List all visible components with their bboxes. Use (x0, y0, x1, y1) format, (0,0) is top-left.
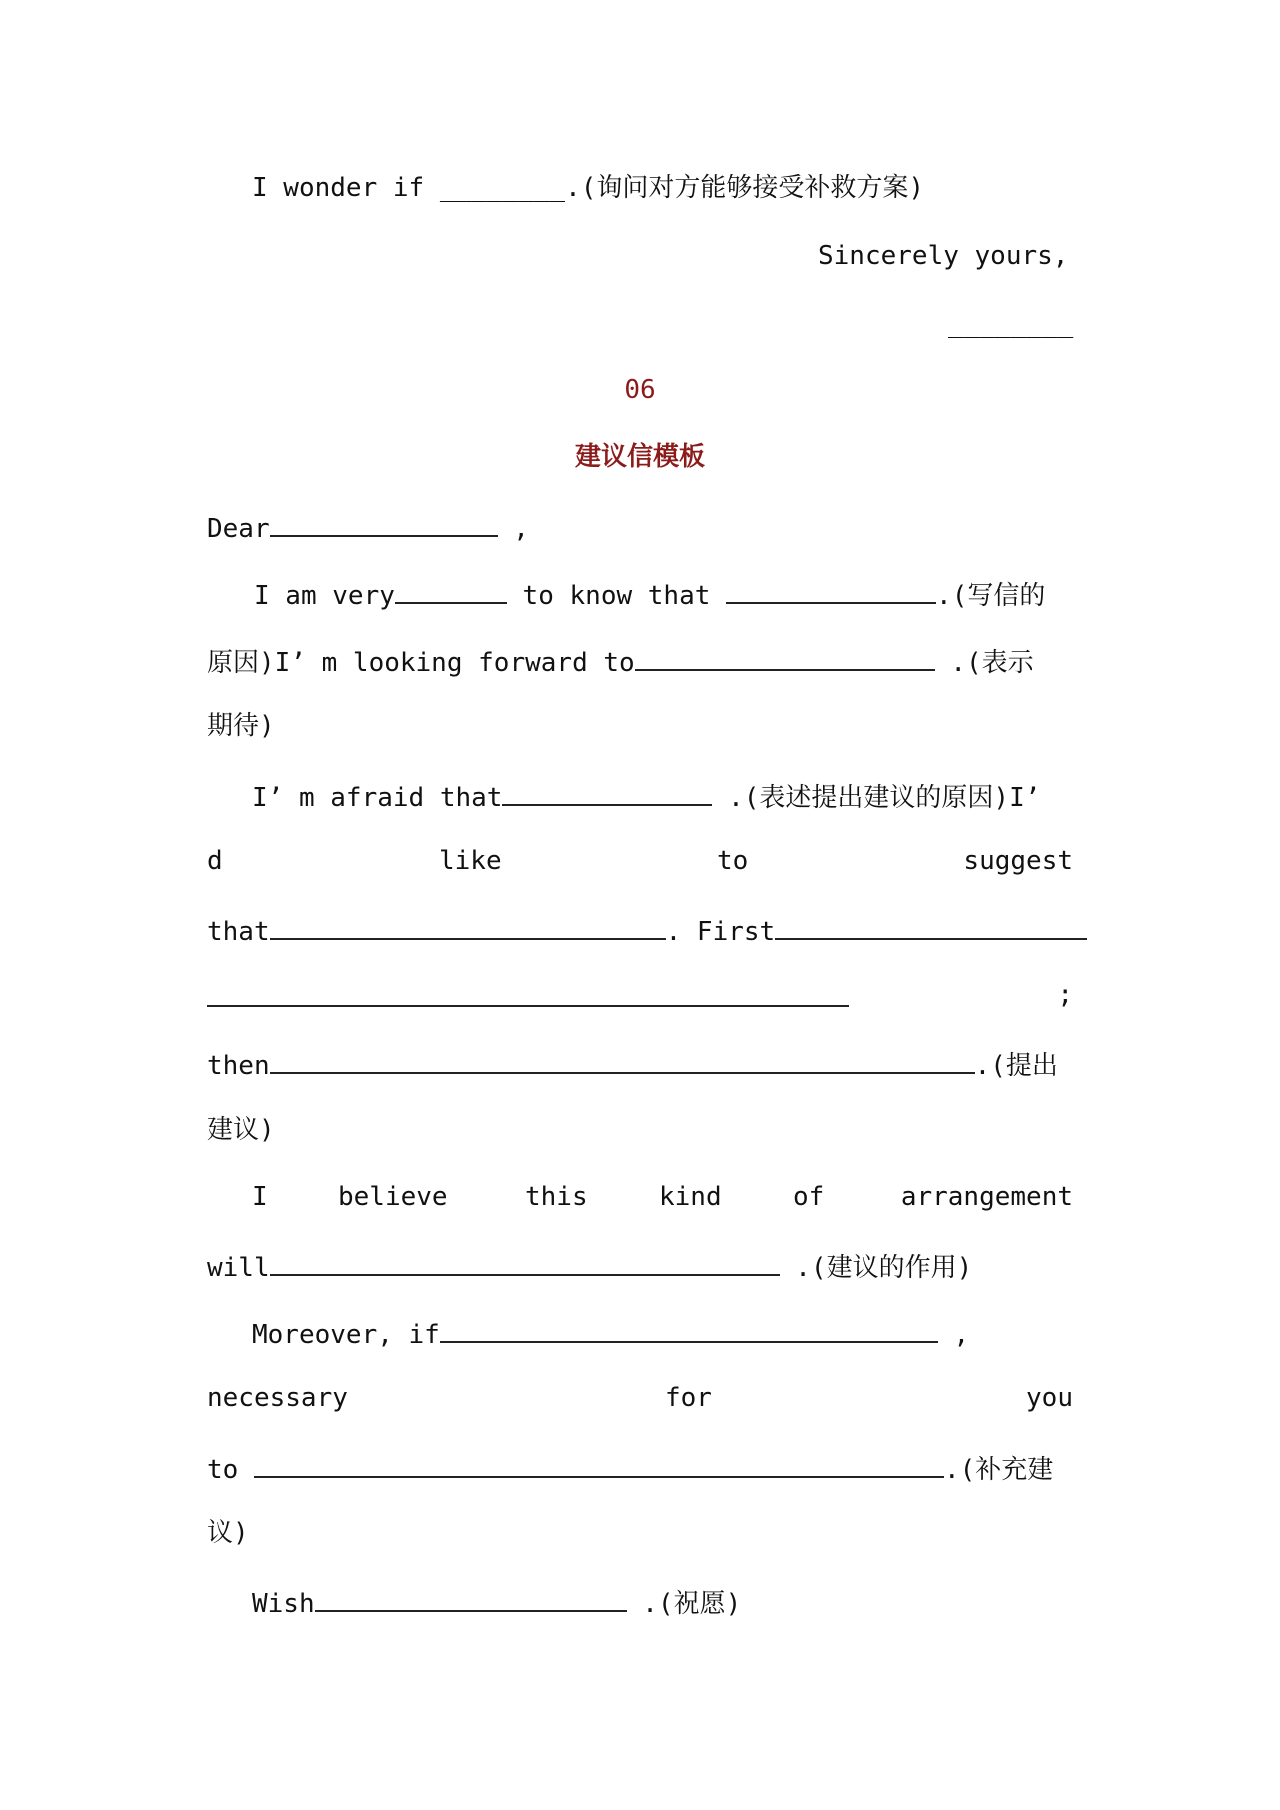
signature-blank: ________ (948, 309, 1074, 339)
wonder-line (252, 168, 924, 208)
section-number: 06 (624, 375, 656, 405)
p2-blank-1 (502, 774, 712, 806)
p2-line4: ; (207, 975, 1073, 1015)
wonder-prefix: I wonder if (252, 173, 425, 203)
p2-line1: I’ m afraid that .(表述提出建议的原因)I’ (252, 774, 1040, 814)
p5-line1: Wish .(祝愿) (252, 1580, 741, 1620)
wonder-blank: ________ (439, 173, 566, 203)
greeting-blank (270, 505, 498, 537)
p4-line2: necessary for you (207, 1383, 1073, 1413)
p3-line1: I believe this kind of arrangement (252, 1182, 1073, 1212)
p3-line2: will .(建议的作用) (207, 1244, 972, 1284)
p2-blank-2 (270, 908, 666, 940)
section-title: 建议信模板 (574, 442, 705, 472)
p1-line3: 期待) (207, 711, 275, 741)
p2-line2: d like to suggest (207, 846, 1073, 876)
p2-line5: then .(提出 (207, 1042, 1058, 1082)
p1-blank-3 (635, 639, 935, 671)
p1-blank-2 (726, 572, 936, 604)
closing: Sincerely yours, (818, 241, 1069, 271)
p1-blank-1 (395, 572, 507, 604)
p5-blank-1 (315, 1580, 627, 1612)
p2-line3: that . First (207, 908, 1073, 948)
signature-line (948, 304, 1073, 344)
greeting-comma: , (513, 514, 529, 544)
p4-blank-2 (254, 1446, 944, 1478)
p2-line6: 建议) (207, 1115, 275, 1145)
p2-blank-4 (207, 975, 849, 1007)
closing-line (818, 236, 1068, 276)
p4-line1: Moreover, if , (252, 1311, 969, 1351)
wonder-note: .(询问对方能够接受补救方案) (565, 173, 925, 203)
p1-line1: I am very to know that .(写信的 (254, 572, 1045, 612)
greeting: Dear (207, 514, 270, 544)
p2-blank-5 (270, 1042, 975, 1074)
greeting-line (207, 505, 529, 545)
p2-blank-3 (775, 908, 1087, 940)
p4-line4: 议) (207, 1518, 249, 1548)
p4-line3: to .(补充建 (207, 1446, 1053, 1486)
p4-blank-1 (440, 1311, 938, 1343)
p3-blank-1 (270, 1244, 780, 1276)
p1-line2: 原因)I’ m looking forward to .(表示 (207, 639, 1034, 679)
